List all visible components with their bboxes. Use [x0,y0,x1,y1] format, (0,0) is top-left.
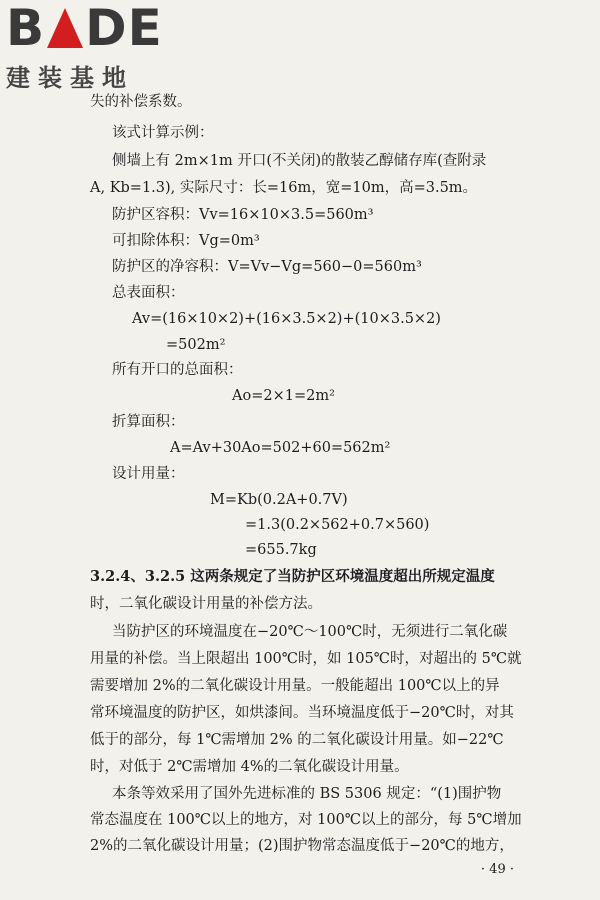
logo-letters-post: DE [85,0,163,57]
formula-line: Ao=2×1=2m² [232,388,335,404]
text-line: 2%的二氧化碳设计用量；(2)围护物常态温度低于−20℃的地方， [90,838,514,854]
text-line: 侧墙上有 2m×1m 开口(不关闭)的散装乙醇储存库(查附录 [112,153,487,169]
text-line: A, Kb=1.3), 实际尺寸：长=16m，宽=10m，高=3.5m。 [90,180,478,196]
text-line: 总表面积： [112,285,185,301]
text-line: 可扣除体积：Vg=0m³ [112,233,260,249]
text-line: 所有开口的总面积： [112,362,243,378]
formula-line: =1.3(0.2×562+0.7×560) [245,517,430,533]
text-line: 时，二氧化碳设计用量的补偿方法。 [90,596,322,612]
text-line: 防护区的净容积：V=Vv−Vg=560−0=560m³ [112,259,422,275]
formula-line: =502m² [166,337,226,353]
text-line: 失的补偿系数。 [90,94,192,110]
page-number: · 49 · [480,862,514,877]
logo-subtitle: 建装基地 [6,64,134,92]
text-line: 常环境温度的防护区，如烘漆间。当环境温度低于−20℃时，对其 [90,705,514,721]
text-line: 当防护区的环境温度在−20℃～100℃时，无须进行二氧化碳 [112,624,508,640]
text-line: 折算面积： [112,414,185,430]
formula-line: A=Av+30Ao=502+60=562m² [170,440,391,456]
text-line: 防护区容积：Vv=16×10×3.5=560m³ [112,207,374,223]
text-line: 需要增加 2%的二氧化碳设计用量。一般能超出 100℃以上的异 [90,678,500,694]
text-line: 常态温度在 100℃以上的地方，对 100℃以上的部分，每 5℃增加 [90,812,522,828]
text-line: 该式计算示例： [112,125,214,141]
formula-line: Av=(16×10×2)+(16×3.5×2)+(10×3.5×2) [132,311,441,327]
text-line: 时，对低于 2℃需增加 4%的二氧化碳设计用量。 [90,759,409,775]
section-heading-line: 3.2.4、3.2.5 这两条规定了当防护区环境温度超出所规定温度 [90,568,495,585]
text-line: 本条等效采用了国外先进标准的 BS 5306 规定：“(1)围护物 [112,786,502,802]
text-line: 低于的部分，每 1℃需增加 2% 的二氧化碳设计用量。如−22℃ [90,732,504,748]
text-line: 设计用量： [112,466,185,482]
formula-line: M=Kb(0.2A+0.7V) [210,492,348,508]
logo-letters-pre: B [6,0,46,57]
text-line: 用量的补偿。当上限超出 100℃时，如 105℃时，对超出的 5℃就 [90,651,522,667]
formula-line: =655.7kg [245,542,317,558]
